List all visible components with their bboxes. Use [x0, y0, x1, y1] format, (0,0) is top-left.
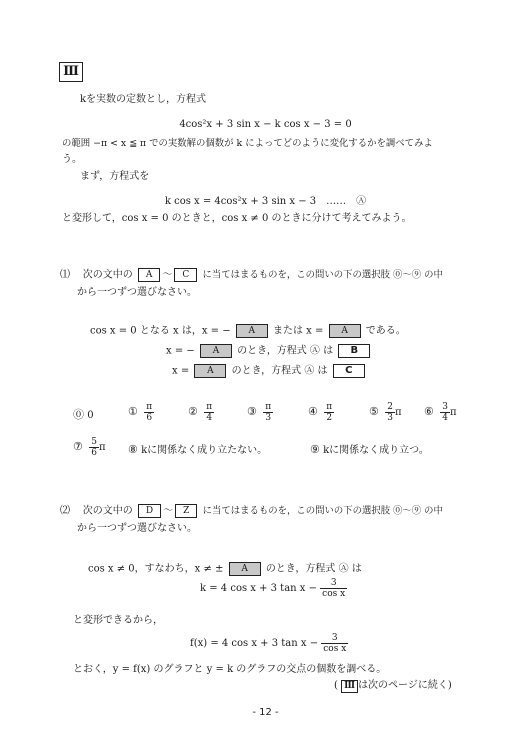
- intro-equation-a: k cos x = 4cos²x + 3 sin x − 3 …… Ⓐ: [164, 196, 367, 207]
- q1-box-c: C: [174, 268, 197, 282]
- q1-row1: [90, 324, 406, 339]
- intro-equation: 4cos²x + 3 sin x − k cos x − 3 = 0: [179, 119, 352, 130]
- q2-line2: から一つずつ選びなさい。: [77, 523, 197, 534]
- section-label: Ⅲ: [59, 62, 83, 82]
- q2-eq2-lhs: f(x) = 4 cos x + 3 tan x −: [190, 638, 319, 649]
- q2-box-d: D: [138, 504, 161, 518]
- intro-line2: の範囲 −π < x ≦ π での実数解の個数が k によってどのように変化するかを調べてみよ: [62, 138, 433, 149]
- q1-row1-pre: cos x = 0 となる x は，x = −: [90, 325, 231, 337]
- q1-row3-pre: x =: [172, 365, 190, 377]
- continued-section-box: Ⅲ: [341, 680, 358, 693]
- option-5: ⑤ $\frac{2}{3}$ π: [369, 402, 402, 423]
- q2-equation2: [190, 633, 348, 654]
- q2-header: [60, 504, 443, 519]
- page-number: - 12 -: [252, 707, 279, 718]
- q1-row3: [172, 364, 367, 379]
- q2-row1: [88, 562, 362, 577]
- q1-box-a: A: [138, 268, 161, 282]
- q1-answer-c: C: [333, 364, 365, 378]
- q2-eq1-fraction: $\frac{3}{\text{cos x}}$: [322, 578, 346, 599]
- q1-line2: から一つずつ選びなさい。: [77, 287, 197, 298]
- q2-post: に当てはまるものを，この問いの下の選択肢 ⓪〜⑨ の中: [202, 505, 443, 517]
- q1-answer-b: B: [338, 344, 370, 358]
- q2-eq1-lhs: k = 4 cos x + 3 tan x −: [200, 583, 317, 594]
- intro-line1: kを実数の定数とし，方程式: [80, 94, 207, 105]
- intro-line4: まず，方程式を: [80, 171, 150, 182]
- q1-number: ⑴: [60, 269, 70, 281]
- option-8: ⑧ kに関係なく成り立たない。: [128, 443, 268, 456]
- q2-row1-box: A: [229, 562, 261, 576]
- option-2: ② $\frac{\pi}{4}$: [188, 402, 213, 423]
- q2-box-z: Z: [175, 504, 197, 518]
- q1-row1-box1: A: [236, 324, 268, 338]
- q1-row3-mid: のとき，方程式 Ⓐ は: [231, 365, 328, 377]
- q2-pre: 次の文中の: [82, 505, 133, 517]
- q1-row2-mid: のとき，方程式 Ⓐ は: [237, 345, 334, 357]
- option-6: ⑥ $\frac{3}{4}$ π: [424, 402, 457, 423]
- q2-row2: と変形できるから，: [73, 615, 163, 626]
- q2-eq2-fraction: $\frac{3}{\text{cos x}}$: [323, 633, 347, 654]
- q1-row2-pre: x = −: [166, 345, 195, 357]
- option-1: ① $\frac{\pi}{6}$: [128, 402, 153, 423]
- q1-tilde: 〜: [162, 269, 173, 281]
- q1-pre: 次の文中の: [82, 269, 133, 281]
- continued-note: ( Ⅲ は次のページに続く): [334, 680, 452, 691]
- option-4: ④ $\frac{\pi}{2}$: [308, 402, 333, 423]
- option-9: ⑨ kに関係なく成り立つ。: [310, 443, 429, 456]
- q2-row3: とおく，y = f(x) のグラフと y = k のグラフの交点の個数を調べる。: [73, 664, 387, 675]
- q2-equation1: [200, 578, 347, 599]
- q1-row1-post: である。: [365, 325, 406, 337]
- q1-row3-box: A: [194, 364, 226, 378]
- option-7: ⑦ $\frac{5}{6}$ π: [73, 437, 106, 458]
- option-0: ⓪ 0: [73, 408, 94, 421]
- option-3: ③ $\frac{\pi}{3}$: [247, 402, 272, 423]
- q2-number: ⑵: [60, 505, 70, 517]
- q1-post: に当てはまるものを，この問いの下の選択肢 ⓪〜⑨ の中: [202, 269, 443, 281]
- intro-line3: う。: [62, 154, 82, 165]
- q1-row1-box2: A: [329, 324, 361, 338]
- intro-line5: と変形して，cos x = 0 のときと，cos x ≠ 0 のときに分けて考えてみよう。: [62, 213, 412, 224]
- q2-row1-pre: cos x ≠ 0，すなわち，x ≠ ±: [88, 563, 224, 575]
- q1-row2: [166, 344, 372, 359]
- q1-header: [60, 268, 443, 283]
- q1-row1-mid: または x =: [272, 325, 324, 337]
- q1-row2-box: A: [200, 344, 232, 358]
- q2-tilde: 〜: [163, 505, 174, 517]
- q2-row1-post: のとき，方程式 Ⓐ は: [265, 563, 362, 575]
